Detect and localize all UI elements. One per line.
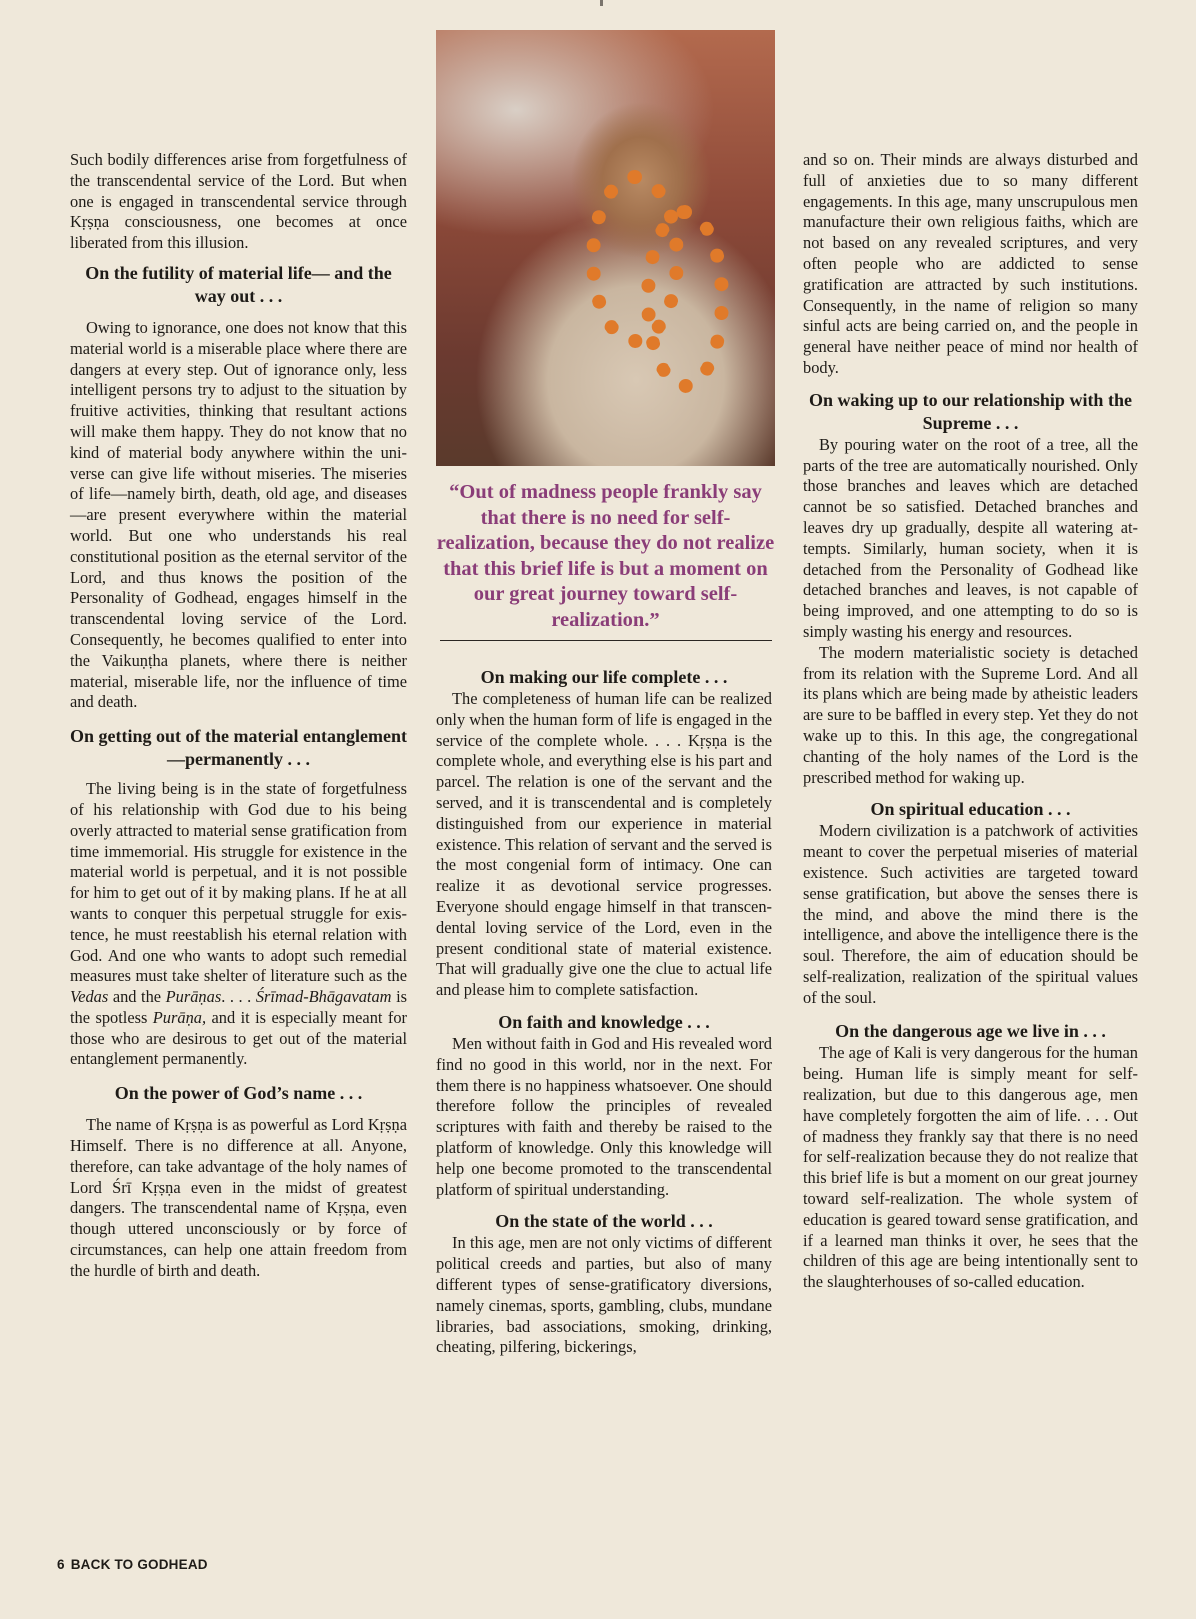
- puranas-title: Purāṇas: [165, 987, 222, 1007]
- magazine-name: BACK TO GODHEAD: [70, 1557, 208, 1572]
- section-heading-gods-name: On the power of God’s name . . .: [114, 1083, 363, 1104]
- section-heading-dangerous-age: On the dangerous age we live in . . .: [835, 1021, 1106, 1042]
- bhagavatam-title: Śrīmad-Bhāgavatam: [255, 987, 392, 1007]
- section-heading-complete: On making our life complete . . .: [480, 667, 728, 687]
- purana-title: Purāṇa,: [152, 1007, 207, 1027]
- column-middle: [436, 666, 772, 1358]
- pull-quote: “Out of madness people frankly say that there is no need for self-realization, because they do not realize that this brief life is but a moment on our great journey toward self-realization.”: [436, 481, 775, 631]
- spotless-text: is the spotless: [70, 987, 408, 1027]
- section-heading-futility: On the futility of material life— and the way out . . .: [85, 262, 392, 306]
- page-footer: [57, 1557, 208, 1572]
- and-text: and the: [108, 987, 166, 1007]
- top-margin-mark: [600, 0, 603, 6]
- quote-divider: [440, 640, 772, 641]
- vedas-title: Vedas: [70, 987, 109, 1007]
- intro-paragraph: Such bodily differences arise from forgetfulness of the transcendental service of the Lord. But when one is engaged in transcendental service through Kṛṣṇa consciousness, one becomes at once liberated from this illusion.: [70, 150, 407, 253]
- section-heading-world: On the state of the world . . .: [495, 1211, 713, 1232]
- paragraph-gods-name: The name of Kṛṣṇa is as powerful as Lord Kṛṣṇa Himself. There is no difference at all. Anyone, therefore, can take advantage of the holy names of Lord Śrī Kṛṣṇa even in the midst of greatest dangers. The transcendental name of Kṛṣṇa, even though uttered unconsciously or by force of circumstances, can help one attain freedom from the hurdle of birth and death.: [70, 1115, 407, 1280]
- paragraph-futility: Owing to ignorance, one does not know that this material world is a miserable place where there are dangers at every step. Out of ignorance only, less intelligent persons try to adjust to the situation by fruitive activities, thinking that resultant actions will make them happy. They do not know that no kind of material body anywhere within the universe can give life without miseries. The miseries of life—namely birth, death, old age, and diseases—are present everywhere within the material world. But one who understands his real constitutional position as the eternal servitor of the Lord, and thus knows the position of the Personality of Godhead, engages himself in the transcendental loving service of the Lord. Consequently, he becomes qualified to enter into the Vaikuṇṭha planets, where there is neither material, miserable life, nor the influence of time and death.: [70, 317, 407, 712]
- column-right: [803, 150, 1138, 1293]
- paragraph-getting-out: [70, 779, 407, 1070]
- section-heading-faith: On faith and knowledge . . .: [498, 1011, 710, 1032]
- paragraph-education: Modern civilization is a patchwork of activities meant to cover the perpetual miseries of material existence. Such activities are targeted toward sense gratification, but above the senses there is the mind, and above the mind there is the intelligence, and above the intelligence there is the soul. Therefore, the aim of education should be self-realization, realization of the spiritual values of the soul.: [803, 821, 1138, 1007]
- portrait-photo: [436, 30, 775, 466]
- ellipsis-text: . . . .: [221, 987, 256, 1007]
- intro-paragraph-right: and so on. Their minds are always disturbed and full of anxieties due to so many different engagements. In this age, many unscrupulous men manufacture their own religious faiths, which are not based on any revealed scriptures, and very often people who are addicted to sense gratification are attracted by such institutions. Consequently, in the name of religion so many sinful acts are being carried on, and the people in general have neither peace of mind nor health of body.: [803, 150, 1138, 377]
- section-heading-getting-out: On getting out of the material entanglement—permanently . . .: [70, 726, 407, 770]
- paragraph-world: In this age, men are not only victims of different political creeds and parties, but also of many different types of sense-gratificatory diversions, namely cinemas, sports, gambling, clubs, mundane libraries, bad associations, smoking, drinking, cheating, pilfering, bickerings,: [436, 1233, 772, 1357]
- section-heading-education: On spiritual education . . .: [870, 799, 1071, 820]
- flower-garland-right: [641, 205, 729, 393]
- paragraph-getting-out-part1: The living being is in the state of forgetfulness of his relationship with God due to his being overly attracted to material sense gratification from time immemorial. His struggle for existence in the material world is perpetual, and it is not possible for him to get out of it by making plans. If he at all wants to conquer this perpetual struggle for existence, he must reestablish his eternal relation with God. And one who wants to adopt such remedial measures must take shelter of literature such as the: [70, 779, 407, 986]
- paragraph-faith: Men without faith in God and His revealed word find no good in this world, nor in the next. For them there is no happiness whatsoever. One should therefore follow the principles of revealed scriptures with faith and thereby be raised to the platform of knowledge. Only this knowledge will help one become promoted to the transcendental platform of spiritual understanding.: [436, 1033, 772, 1199]
- paragraph-waking-1: By pouring water on the root of a tree, all the parts of the tree are automatically nourished. Only those branches and leaves which are detached cannot be so satisfied. Detached branches and leaves dry up gradually, despite all watering attempts. Similarly, human society, when it is detached from the Personality of Godhead like detached branches and leaves, is not capable of being improved, and one attempting to do so is simply wasting his energy and resources.: [803, 434, 1138, 641]
- paragraph-complete: The completeness of human life can be realized only when the human form of life is engaged in the service of the complete whole. . . . Kṛṣṇa is the complete whole, and everything else is his part and parcel. The relation is one of the servant and the served, and it is transcendental and is completely distinguished from our experience in material existence. This relation of servant and the served is the most congenial form of intimacy. One can realize it as devotional service progresses. Everyone should engage himself in that transcendental loving service of the Lord, even in the present conditional state of material existence. That will gradually give one the clue to actual life and please him to complete satisfaction.: [436, 689, 772, 1000]
- section-heading-waking: On waking up to our relationship with the Supreme . . .: [809, 389, 1132, 433]
- paragraph-dangerous-age: The age of Kali is very dangerous for the human being. Human life is simply meant for self-realization, but due to this dangerous age, men have completely forgotten the aim of life. . . . Out of madness they frankly say that there is no need for self-realization because they do not realize that this brief life is but a moment on our great journey toward self-realization. The whole system of education is geared toward sense gratification, and if a learned man thinks it over, he sees that the children of this age are being intentionally sent to the slaughterhouses of so-called education.: [803, 1043, 1138, 1292]
- paragraph-waking-2: The modern materialistic society is detached from its relation with the Supreme Lord. And all its plans which are being made by atheistic leaders are sure to be baffled in every step. Yet they do not wake up to this. In this age, the congregational chanting of the holy names of the Lord is the prescribed method for waking up.: [803, 642, 1138, 787]
- column-left: [70, 150, 407, 1282]
- page-number: 6: [57, 1557, 65, 1572]
- paragraph-getting-out-part2: and it is especially meant for those who are desirous to get out of the material entanglement permanently.: [70, 1007, 407, 1069]
